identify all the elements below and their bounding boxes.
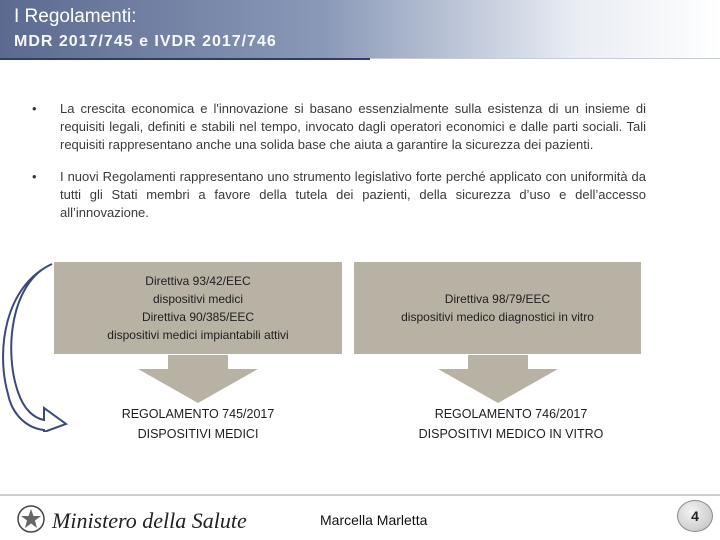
slide-subtitle: MDR 2017/745 e IVDR 2017/746 — [14, 33, 277, 50]
directive-line: Direttiva 93/42/EEC — [145, 274, 251, 288]
regulation-line: DISPOSITIVI MEDICO IN VITRO — [418, 427, 604, 441]
page-number-badge: 4 — [677, 500, 713, 532]
bullet-text: I nuovi Regolamenti rappresentano uno strumento legislativo forte perché applicato con uniformità da tutti gli Stati membri a favore della tutela dei pazienti, della sicurezza d’uso e dell’accesso all’innovazione. — [60, 169, 646, 220]
directive-line: dispositivi medici impiantabili attivi — [107, 328, 289, 342]
regulation-label-746 — [386, 404, 636, 444]
directive-line: dispositivi medico diagnostici in vitro — [401, 310, 594, 324]
bullet-dot-icon: • — [32, 101, 37, 116]
ministry-logo-text: Ministero della Salute — [52, 508, 247, 533]
bullet-list — [28, 100, 646, 236]
footer-divider — [0, 494, 720, 496]
regulation-line: REGOLAMENTO 746/2017 — [434, 407, 588, 421]
directive-line: Direttiva 98/79/EEC — [444, 292, 551, 306]
bullet-dot-icon: • — [32, 169, 37, 184]
author-name: Marcella Marletta — [320, 512, 428, 528]
directive-line: Direttiva 90/385/EEC — [141, 310, 255, 324]
regulation-label-745 — [80, 404, 316, 444]
italy-emblem-icon — [14, 503, 48, 535]
title-underline-light — [370, 58, 720, 59]
regulation-line: DISPOSITIVI MEDICI — [137, 427, 259, 441]
title-underline — [0, 58, 370, 60]
down-arrow-icon — [438, 355, 558, 403]
bullet-item — [28, 168, 646, 222]
slide-title: I Regolamenti: — [14, 6, 137, 27]
bullet-item — [28, 100, 646, 154]
directive-line: dispositivi medici — [152, 292, 244, 306]
down-arrow-icon — [138, 355, 258, 403]
bullet-text: La crescita economica e l'innovazione si basano essenzialmente sulla esistenza di un insieme di requisiti legali, definiti e stabili nel tempo, invocato dagli operatori economici e dalle parti sociali. Tali requisiti rappresentano anche una solida base che aiuta a garantire la sicurezza dei pazienti. — [60, 101, 646, 152]
regulation-line: REGOLAMENTO 745/2017 — [121, 407, 275, 421]
directive-box-medical-devices — [54, 262, 342, 354]
directive-box-in-vitro — [354, 262, 641, 354]
